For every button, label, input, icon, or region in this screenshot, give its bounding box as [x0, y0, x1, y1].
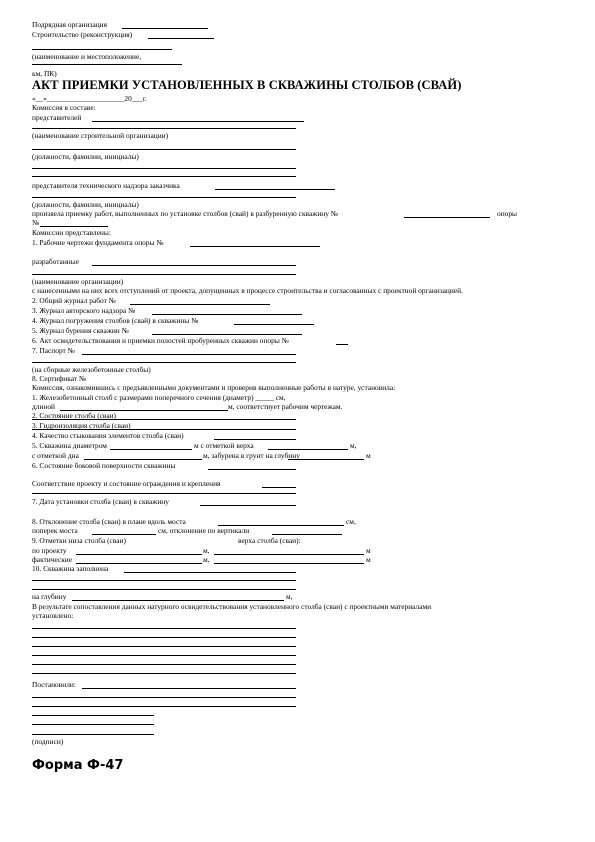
- document-title: АКТ ПРИЕМКИ УСТАНОВЛЕННЫХ В СКВАЖИНЫ СТОЛБОВ (СВАЙ): [32, 78, 462, 92]
- result-line-5[interactable]: [32, 664, 296, 665]
- result-line-1[interactable]: [32, 628, 296, 629]
- representatives-line-2[interactable]: [32, 128, 296, 129]
- actual-label: фактические: [32, 555, 73, 564]
- unit-m-7: м,: [286, 592, 293, 601]
- form-label: Форма Ф-47: [32, 758, 124, 773]
- doc-1-line[interactable]: [190, 246, 320, 247]
- representatives-line[interactable]: [92, 121, 304, 122]
- construction-label: Строительство (реконструкция): [32, 30, 133, 39]
- tech-supervision-line[interactable]: [215, 189, 335, 190]
- length-tail: м, соответствует рабочим чертежам.: [228, 402, 343, 411]
- item-6-line[interactable]: [208, 469, 296, 470]
- doc-7-line[interactable]: [82, 354, 296, 355]
- tech-supervision-line-2[interactable]: [32, 197, 296, 198]
- unit-cm: см,: [346, 517, 356, 526]
- result-text: В результате сопоставления данных натурного освидетельствования установленного столба (сваи) с проектными материалами: [32, 602, 432, 611]
- tech-supervision-label: представителя технического надзора заказчика: [32, 181, 180, 190]
- doc-3-line[interactable]: [152, 314, 302, 315]
- date-line[interactable]: «__»_____________________20___г.: [32, 94, 147, 103]
- presented-label: Комиссии представлены:: [32, 228, 111, 237]
- diameter-line[interactable]: [110, 449, 192, 450]
- item-7: 7. Дата установки столба (сваи) в скважину: [32, 497, 169, 506]
- result-line-6[interactable]: [32, 673, 296, 674]
- item-6: 6. Состояние боковой поверхности скважины: [32, 461, 176, 470]
- doc-3: 3. Журнал авторского надзора №: [32, 306, 136, 315]
- representatives-label: представителей: [32, 113, 82, 122]
- item-10-line[interactable]: [124, 572, 296, 573]
- unit-m-3: м,: [203, 546, 210, 555]
- actual-top-line[interactable]: [214, 563, 364, 564]
- item-2: 2. Состояние столба (сваи): [32, 411, 117, 420]
- org-line[interactable]: [32, 149, 296, 150]
- signatures-caption: (подписи): [32, 737, 64, 746]
- result-line-3[interactable]: [32, 646, 296, 647]
- item-8: 8. Отклонение столба (сваи) в плане вдоль моста: [32, 517, 186, 526]
- depth-label: м, забурена в грунт на глубину: [203, 451, 300, 460]
- org-caption: (наименование строительной организации): [32, 131, 169, 140]
- item-7-line[interactable]: [200, 505, 296, 506]
- design-top-line[interactable]: [214, 554, 364, 555]
- positions-caption-2: (должности, фамилии, инициалы): [32, 200, 139, 209]
- item-4: 4. Качество стыкования элементов столба (сваи): [32, 431, 184, 440]
- doc-1: 1. Рабочие чертежи фундамента опоры №: [32, 238, 164, 247]
- item-9: 9. Отметки низа столба (сваи): [32, 536, 126, 545]
- depth-line[interactable]: [288, 459, 364, 460]
- support-number-line[interactable]: [40, 226, 108, 227]
- rc-caption: (на сборные железобетонные столбы): [32, 365, 151, 374]
- support-label: опоры: [497, 209, 518, 218]
- contractor-label: Подрядная организация: [32, 20, 108, 29]
- item-10: 10. Скважина заполнена: [32, 564, 109, 573]
- doc-4: 4. Журнал погружения столбов (свай) в скважины №: [32, 316, 199, 325]
- unit-m-5: м,: [203, 555, 210, 564]
- vertical-line[interactable]: [272, 534, 342, 535]
- unit-m-2: м: [366, 451, 371, 460]
- result-line-4[interactable]: [32, 655, 296, 656]
- bottom-mark-line[interactable]: [84, 459, 202, 460]
- doc-org-caption: (наименование организации): [32, 277, 124, 286]
- design-label: по проекту: [32, 546, 67, 555]
- item-10-line-3[interactable]: [32, 589, 296, 590]
- decided-label: Постановили:: [32, 680, 76, 689]
- signature-line-1[interactable]: [32, 715, 154, 716]
- compliance-line[interactable]: [262, 487, 296, 488]
- item-1: 1. Железобетонный столб с размерами поперечного сечения (диаметр) _____ см,: [32, 393, 286, 402]
- design-bottom-line[interactable]: [76, 554, 202, 555]
- signature-line-3[interactable]: [32, 734, 154, 735]
- bottom-mark-label: с отметкой дна: [32, 451, 79, 460]
- doc-7: 7. Паспорт №: [32, 346, 75, 355]
- length-label: длиной: [32, 402, 56, 411]
- across-line[interactable]: [92, 534, 156, 535]
- depth-fill-label: на глубину: [32, 592, 67, 601]
- across-tail: см, отклонение по вертикали: [158, 526, 250, 535]
- item-3: 3. Гидроизоляция столба (сваи): [32, 421, 131, 430]
- developed-label: разработанные: [32, 257, 79, 266]
- location-line[interactable]: [32, 64, 182, 65]
- top-mark-label: м с отметкой верха: [194, 441, 254, 450]
- doc-2: 2. Общий журнал работ №: [32, 296, 116, 305]
- construction-line-2[interactable]: [32, 49, 172, 50]
- item-10-line-2[interactable]: [32, 580, 296, 581]
- support-no-label: №: [32, 218, 40, 227]
- unit-m-6: м: [366, 555, 371, 564]
- doc-7-line-2[interactable]: [32, 362, 296, 363]
- doc-6: 6. Акт освидетельствования и приемки полостей пробуренных скважин опоры №: [32, 336, 289, 345]
- commission-composition: Комиссия в составе:: [32, 103, 96, 112]
- doc-2-line[interactable]: [130, 304, 270, 305]
- top-of-pillar-label: верха столба (сваи):: [238, 536, 301, 545]
- item-4-line[interactable]: [214, 439, 296, 440]
- construction-line[interactable]: [148, 38, 214, 39]
- developed-line-2[interactable]: [32, 274, 296, 275]
- compliance-label: Соответствие проекту и состояние ограждения и крепления: [32, 479, 221, 488]
- decided-line[interactable]: [82, 688, 296, 689]
- top-mark-line[interactable]: [268, 449, 348, 450]
- across-label: поперек моста: [32, 526, 78, 535]
- compliance-line-2[interactable]: [32, 493, 296, 494]
- km-pk-caption: км, ПК): [32, 69, 57, 78]
- unit-m-1: м,: [350, 441, 357, 450]
- result-line-2[interactable]: [32, 637, 296, 638]
- positions-line-1[interactable]: [32, 168, 296, 169]
- doc-5: 5. Журнал бурения скважин №: [32, 326, 129, 335]
- item-2-line[interactable]: [32, 419, 296, 420]
- doc-5-line[interactable]: [152, 334, 302, 335]
- established-label: установлено:: [32, 611, 74, 620]
- positions-line-2[interactable]: [32, 176, 296, 177]
- contractor-line[interactable]: [122, 28, 208, 29]
- unit-m-4: м: [366, 546, 371, 555]
- developed-line[interactable]: [92, 265, 296, 266]
- doc-4-line[interactable]: [234, 324, 314, 325]
- item-5: 5. Скважина диаметром: [32, 441, 107, 450]
- decided-line-2[interactable]: [32, 697, 296, 698]
- depth-fill-line[interactable]: [72, 600, 284, 601]
- changes-text: с нанесенными на них всех отступлений от проекта, допущенных в процессе строительства и согласованных с проектной организацией.: [32, 286, 463, 295]
- decided-line-3[interactable]: [32, 706, 296, 707]
- signature-line-2[interactable]: [32, 724, 154, 725]
- inspection-intro: Комиссия, ознакомившись с предъявленными документами и проверив выполненные работы в натуре, установила:: [32, 383, 396, 392]
- doc-6-line[interactable]: [336, 344, 348, 345]
- positions-caption-1: (должности, фамилии, инициалы): [32, 152, 139, 161]
- acceptance-text: произвела приемку работ, выполненных по установке столбов (свай) в разбуренную скважину №: [32, 209, 338, 218]
- well-number-line[interactable]: [404, 217, 490, 218]
- doc-8: 8. Сертификат №: [32, 374, 86, 383]
- item-3-line[interactable]: [32, 429, 296, 430]
- location-caption: (наименование и местоположение,: [32, 52, 142, 61]
